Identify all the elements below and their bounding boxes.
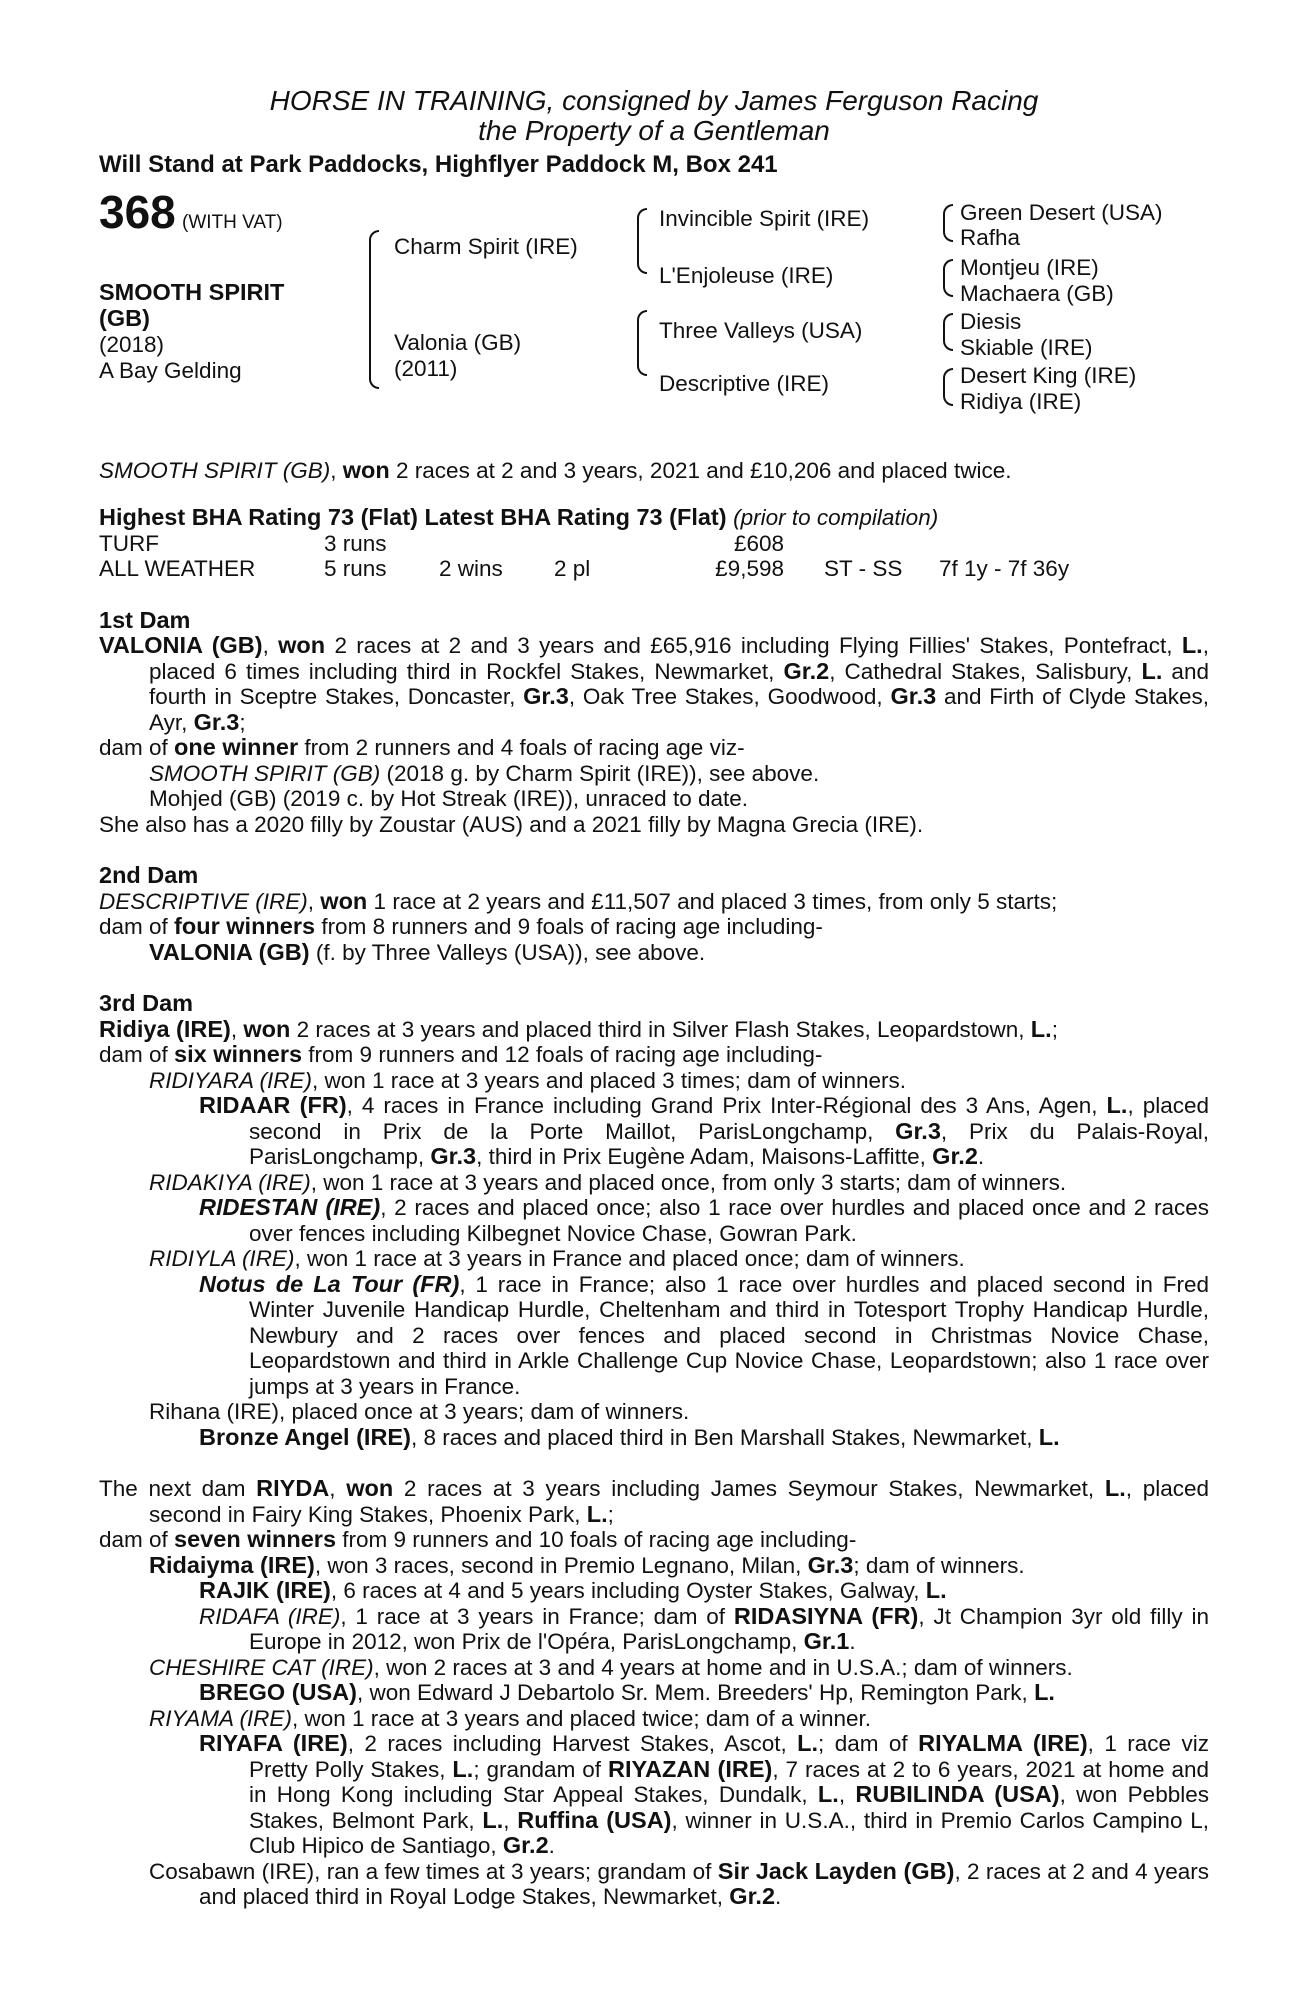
second-dam-foal-1: VALONIA (GB) (f. by Three Valleys (USA)), see above. <box>149 938 706 965</box>
horse-name: SMOOTH SPIRIT <box>99 278 285 305</box>
next-dam-foal-riyama: RIYAMA (IRE), won 1 race at 3 years and placed twice; dam of a winner. <box>149 1705 872 1731</box>
consignor-line: HORSE IN TRAINING, consigned by James Ferguson Racing <box>269 85 1039 116</box>
race-summary: SMOOTH SPIRIT (GB), won 2 races at 2 and 3 years, 2021 and £10,206 and placed twice. <box>99 456 1012 483</box>
horse-year: (2018) <box>99 331 165 357</box>
ped-ssd: Rafha <box>960 224 1021 250</box>
third-dam-record: Ridiya (IRE), won 2 races at 3 years and placed third in Silver Flash Stakes, Leopardstown, L.; <box>99 1015 1058 1042</box>
third-dam-produce: dam of six winners from 9 runners and 12 foals of racing age including- <box>99 1041 823 1067</box>
lot-number-line <box>99 185 283 238</box>
third-dam-heading: 3rd Dam <box>99 990 194 1016</box>
brace-gen3c <box>943 313 953 351</box>
next-dam-grandfoal-ridafa: RIDAFA (IRE), 1 race at 3 years in France; dam of RIDASIYNA (FR), Jt Champion 3yr old filly in Europe in 2012, won Prix de l'Opéra, ParisLongchamp, Gr.1. <box>199 1602 1210 1654</box>
second-dam-heading: 2nd Dam <box>99 862 199 888</box>
first-dam-foal-1: SMOOTH SPIRIT (GB) (2018 g. by Charm Spirit (IRE)), see above. <box>149 760 820 786</box>
first-dam-foal-2: Mohjed (GB) (2019 c. by Hot Streak (IRE)), unraced to date. <box>149 786 749 811</box>
third-dam-foal-ridakiya: RIDAKIYA (IRE), won 1 race at 3 years and placed once, from only 3 starts; dam of winners. <box>149 1169 1067 1195</box>
ped-dsd: Skiable (IRE) <box>960 334 1093 360</box>
ped-dam-year: (2011) <box>394 355 458 381</box>
next-dam-grandfoal-brego: BREGO (USA), won Edward J Debartolo Sr. Mem. Breeders' Hp, Remington Park, L. <box>199 1679 1055 1705</box>
catalogue-page <box>99 86 1209 1910</box>
ped-dam-sire: Three Valleys (USA) <box>659 317 863 343</box>
second-dam-produce: dam of four winners from 8 runners and 9 foals of racing age including- <box>99 913 823 939</box>
horse-country: (GB) <box>99 304 150 331</box>
property-line: the Property of a Gentleman <box>478 115 830 146</box>
lot-number: 368 <box>99 185 176 238</box>
brace-gen3a <box>943 204 953 242</box>
third-dam-foal-ridiyla: RIDIYLA (IRE), won 1 race at 3 years in France and placed once; dam of winners. <box>149 1246 965 1271</box>
next-dam-foal-cheshire-cat: CHESHIRE CAT (IRE), won 2 races at 3 and 4 years at home and in U.S.A.; dam of winners. <box>149 1654 1073 1680</box>
horse-description: A Bay Gelding <box>99 357 242 383</box>
third-dam-grandfoal-ridestan: RIDESTAN (IRE), 2 races and placed once; also 1 race over hurdles and placed once and 2 races over fences including Kilbegnet Novice Chase, Gowran Park. <box>199 1194 1209 1246</box>
next-dam-grandfoal-rajik: RAJIK (IRE), 6 races at 4 and 5 years including Oyster Stakes, Galway, L. <box>199 1577 947 1603</box>
brace-gen2a <box>637 208 647 274</box>
next-dam-record: The next dam RIYDA, won 2 races at 3 years including James Seymour Stakes, Newmarket, L., placed second in Fairy King Stakes, Phoenix Park, L.; <box>99 1475 1209 1527</box>
stabling-line: Will Stand at Park Paddocks, Highflyer Paddock M, Box 241 <box>99 151 778 178</box>
ped-dds: Desert King (IRE) <box>960 362 1137 388</box>
next-dam-produce: dam of seven winners from 9 runners and 10 foals of racing age including- <box>99 1526 857 1552</box>
rating-aw-row: ALL WEATHER 5 runs 2 wins 2 pl £9,598 ST - SS 7f 1y - 7f 36y <box>99 556 1070 581</box>
next-dam-foal-cosabawn: Cosabawn (IRE), ran a few times at 3 years; grandam of Sir Jack Layden (GB), 2 races at 2 and 4 years and placed third in Royal Lodge Stakes, Newmarket, Gr.2. <box>149 1857 1209 1909</box>
ped-sire: Charm Spirit (IRE) <box>394 233 578 259</box>
third-dam-foal-ridiyara: RIDIYARA (IRE), won 1 race at 3 years and placed 3 times; dam of winners. <box>149 1067 907 1093</box>
brace-gen2b <box>637 310 647 376</box>
rating-heading: Highest BHA Rating 73 (Flat) Latest BHA Rating 73 (Flat) (prior to compilation) <box>99 504 939 530</box>
rating-turf-row: TURF 3 runs £608 <box>99 530 784 556</box>
vat-note: (WITH VAT) <box>182 211 283 233</box>
third-dam-grandfoal-bronze-angel: Bronze Angel (IRE), 8 races and placed third in Ben Marshall Stakes, Newmarket, L. <box>199 1423 1060 1450</box>
brace-gen1 <box>369 230 379 389</box>
next-dam-foal-ridaiyma: Ridaiyma (IRE), won 3 races, second in Premio Legnano, Milan, Gr.3; dam of winners. <box>149 1551 1025 1578</box>
brace-gen3b <box>943 259 953 297</box>
first-dam-record: VALONIA (GB), won 2 races at 2 and 3 years and £65,916 including Flying Fillies' Stakes, Pontefract, L., placed 6 times including third in Rockfel Stakes, Newmarket, Gr.2, Cathedral Stakes, Salisbury, L. and fourth in Sceptre Stakes, Doncaster, Gr.3, Oak Tree Stakes, Goodwood, Gr.3 and Firth of Clyde Stakes, Ayr, Gr.3; <box>99 632 1209 735</box>
third-dam-foal-rihana: Rihana (IRE), placed once at 3 years; dam of winners. <box>149 1399 690 1424</box>
ped-sds: Montjeu (IRE) <box>960 254 1099 280</box>
ped-sire-dam: L'Enjoleuse (IRE) <box>659 262 834 288</box>
ped-ddd: Ridiya (IRE) <box>960 388 1082 414</box>
pedigree-table <box>99 185 1209 430</box>
ped-dam: Valonia (GB) <box>394 329 522 355</box>
third-dam-grandfoal-notus: Notus de La Tour (FR), 1 race in France; also 1 race over hurdles and placed second in Fred Winter Juvenile Handicap Hurdle, Cheltenham and third in Totesport Trophy Handicap Hurdle, Newbury and 2 races over fences and placed second in Christmas Novice Chase, Leopardstown and third in Arkle Challenge Cup Novice Chase, Leopardstown; also 1 race over jumps at 3 years in France. <box>199 1270 1210 1399</box>
first-dam-produce: dam of one winner from 2 runners and 4 foals of racing age viz- <box>99 734 745 760</box>
brace-gen3d <box>943 368 953 406</box>
ped-dss: Diesis <box>960 308 1022 334</box>
ped-sire-sire: Invincible Spirit (IRE) <box>659 205 870 231</box>
third-dam-grandfoal-ridaar: RIDAAR (FR), 4 races in France including Grand Prix Inter-Régional des 3 Ans, Agen, L., placed second in Prix de la Porte Maillot, ParisLongchamp, Gr.3, Prix du Palais-Royal, ParisLongchamp, Gr.3, third in Prix Eugène Adam, Maisons-Laffitte, Gr.2. <box>199 1092 1209 1169</box>
ped-sdd: Machaera (GB) <box>960 280 1114 306</box>
ped-sss: Green Desert (USA) <box>960 199 1163 225</box>
ped-dam-dam: Descriptive (IRE) <box>659 370 830 396</box>
next-dam-grandfoal-riyafa: RIYAFA (IRE), 2 races including Harvest Stakes, Ascot, L.; dam of RIYALMA (IRE), 1 race viz Pretty Polly Stakes, L.; grandam of RIYAZAN (IRE), 7 races at 2 to 6 years, 2021 at home and in Hong Kong including Star Appeal Stakes, Dundalk, L., RUBILINDA (USA), won Pebbles Stakes, Belmont Park, L., Ruffina (USA), winner in U.S.A., third in Premio Carlos Campino L, Club Hipico de Santiago, Gr.2. <box>199 1730 1210 1858</box>
first-dam-heading: 1st Dam <box>99 606 191 633</box>
first-dam-also: She also has a 2020 filly by Zoustar (AUS) and a 2021 filly by Magna Grecia (IRE). <box>99 811 924 837</box>
second-dam-record: DESCRIPTIVE (IRE), won 1 race at 2 years and £11,507 and placed 3 times, from only 5 starts; <box>99 887 1058 914</box>
